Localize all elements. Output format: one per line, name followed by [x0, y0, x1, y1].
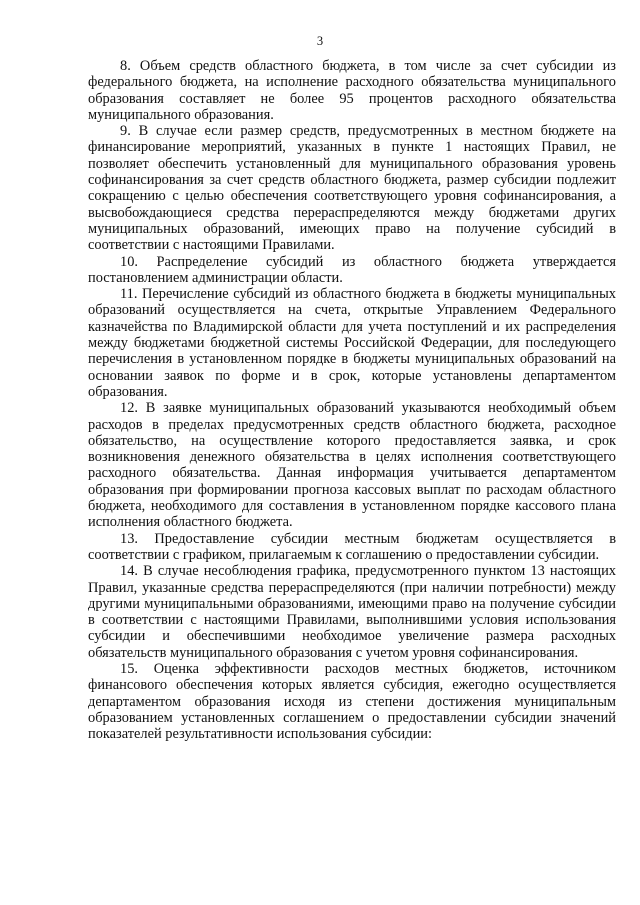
page-number: 3	[316, 34, 324, 48]
document-body	[88, 58, 616, 742]
paragraph-14: 14. В случае несоблюдения графика, предусмотренного пунктом 13 настоящих Правил, указанные средства перераспределяются (при наличии потребности) между другими муниципальными образованиями, имеющими право на получение субсидии в соответствии с настоящими Правилами, выполнившими условия использования субсидии и обеспечившими необходимое увеличение размера расходных обязательств муниципального образования с учетом уровня софинансирования.	[88, 563, 616, 661]
paragraph-12: 12. В заявке муниципальных образований указываются необходимый объем расходов в пределах предусмотренных средств областного бюджета, расходное обязательство, на осуществление которого предоставляется заявка, и срок возникновения денежного обязательства в целях исполнения соответствующего расходного обязательства. Данная информация учитывается департаментом образования при формировании прогноза кассовых выплат по расходам областного бюджета, необходимого для составления в установленном порядке кассового плана исполнения областного бюджета.	[88, 400, 616, 531]
paragraph-8: 8. Объем средств областного бюджета, в том числе за счет субсидии из федерального бюджета, на исполнение расходного обязательства муниципального образования составляет не более 95 процентов расходного обязательства муниципального образования.	[88, 58, 616, 123]
paragraph-11: 11. Перечисление субсидий из областного бюджета в бюджеты муниципальных образований осуществляется на счета, открытые Управлением Федерального казначейства по Владимирской области для учета поступлений и их распределения между бюджетами бюджетной системы Российской Федерации, для последующего перечисления в установленном порядке в бюджеты муниципальных образований на основании заявок по форме и в срок, которые установлены департаментом образования.	[88, 286, 616, 400]
paragraph-15: 15. Оценка эффективности расходов местных бюджетов, источником финансового обеспечения которых является субсидия, ежегодно осуществляется департаментом образования исходя из степени достижения муниципальным образованием установленных соглашением о предоставлении субсидии значений показателей результативности использования субсидии:	[88, 660, 616, 743]
paragraph-13: 13. Предоставление субсидии местным бюджетам осуществляется в соответствии с графиком, прилагаемым к соглашению о предоставлении субсидии.	[88, 530, 616, 563]
paragraph-9: 9. В случае если размер средств, предусмотренных в местном бюджете на финансирование мероприятий, указанных в пункте 1 настоящих Правил, не позволяет обеспечить установленный для муниципального образования уровень софинансирования за счет средств областного бюджета, размер субсидии подлежит сокращению с целью обеспечения соответствующего уровня софинансирования, а высвобождающиеся средства перераспределяются между бюджетами других муниципальных образований, имеющих право на получение субсидий в соответствии с настоящими Правилами.	[88, 123, 616, 254]
paragraph-10: 10. Распределение субсидий из областного бюджета утверждается постановлением администрации области.	[88, 253, 616, 286]
